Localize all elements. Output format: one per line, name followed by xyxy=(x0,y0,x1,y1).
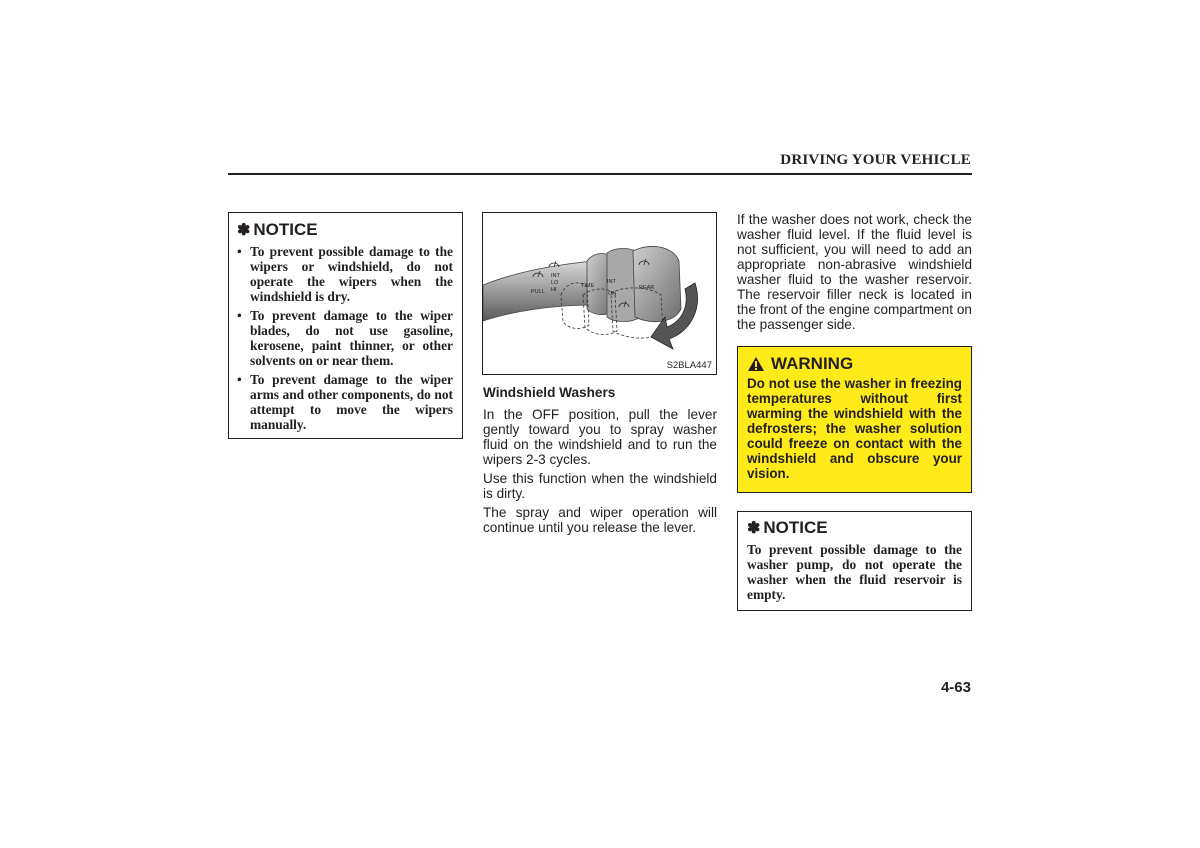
figure-code: S2BLA447 xyxy=(666,360,712,371)
paragraph: Use this function when the windshield is dirty. xyxy=(483,471,717,501)
paragraph: In the OFF position, pull the lever gently toward you to spray washer fluid on the windshield and to run the wipers 2-3 cycles. xyxy=(483,407,717,467)
notice-item: • To prevent damage to the wiper blades, do not use gasoline, kerosene, paint thinner, or other solvents on or near them. xyxy=(237,308,453,368)
lever-label-hi: HI xyxy=(551,287,557,293)
middle-column-text xyxy=(483,407,717,539)
notice-title: NOTICE xyxy=(763,518,828,537)
lever-label-rear: REAR xyxy=(639,285,655,291)
notice-heading xyxy=(237,220,453,240)
notice-box-wipers xyxy=(228,212,463,439)
warning-box xyxy=(737,346,972,493)
lever-label-on: ON xyxy=(608,291,617,297)
lever-label-pull: PULL xyxy=(531,289,545,295)
lever-label-int2: INT xyxy=(607,279,616,285)
star-icon: ✽ xyxy=(237,222,251,239)
wiper-lever-illustration xyxy=(483,213,716,374)
paragraph: The spray and wiper operation will continue until you release the lever. xyxy=(483,505,717,535)
notice-title: NOTICE xyxy=(253,220,318,239)
notice-item: • To prevent damage to the wiper arms and other components, do not attempt to move the wipers manually. xyxy=(237,372,453,432)
warning-text: Do not use the washer in freezing temperatures without first warming the windshield with the defrosters; the washer solution could freeze on contact with the windshield and obscure your vision. xyxy=(747,376,962,481)
lever-label-int: INT xyxy=(551,273,560,279)
notice-item: • To prevent possible damage to the wipers or windshield, do not operate the wipers when the windshield is dry. xyxy=(237,244,453,304)
notice-box-washer xyxy=(737,511,972,611)
section-title: DRIVING YOUR VEHICLE xyxy=(780,152,971,168)
header-divider xyxy=(228,173,972,175)
page-number: 4-63 xyxy=(940,679,971,696)
star-icon: ✽ xyxy=(747,520,761,537)
warning-triangle-icon xyxy=(747,356,765,372)
lever-label-lo: LO xyxy=(551,280,559,286)
warning-title: WARNING xyxy=(771,354,854,373)
lever-label-time: TIME xyxy=(581,283,595,289)
notice-heading xyxy=(747,518,962,538)
wiper-lever-figure xyxy=(482,212,717,375)
paragraph: If the washer does not work, check the washer fluid level. If the fluid level is not sufficient, you will need to add an appropriate non-abrasive windshield washer fluid to the washer reservoir. The reservoir filler neck is located in the front of the engine compartment on the passenger side. xyxy=(737,212,972,332)
warning-heading xyxy=(747,354,962,374)
right-column-text xyxy=(737,212,972,336)
notice-text: To prevent possible damage to the washer pump, do not operate the washer when the fluid reservoir is empty. xyxy=(747,542,962,602)
notice-list xyxy=(237,244,453,432)
section-heading: Windshield Washers xyxy=(483,385,616,400)
